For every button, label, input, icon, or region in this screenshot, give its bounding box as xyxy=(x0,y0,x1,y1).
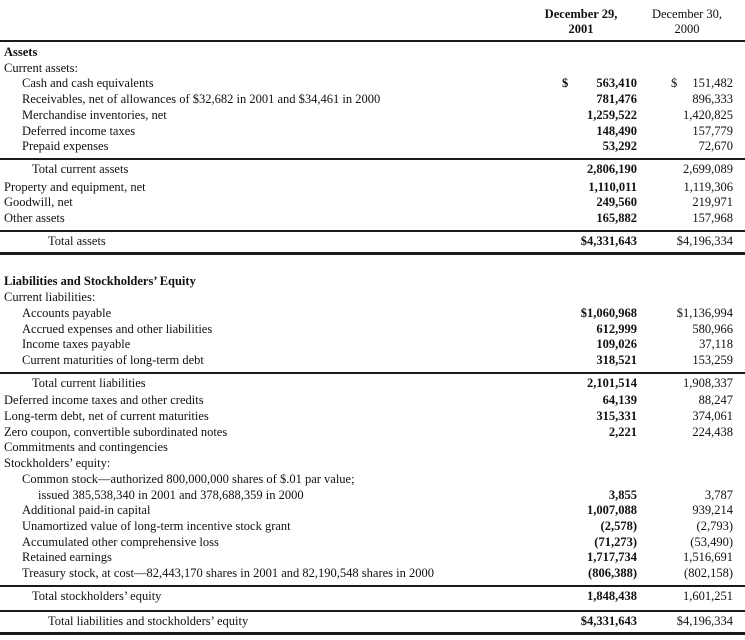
value-2001-number: 1,848,438 xyxy=(587,588,637,603)
value-2000 xyxy=(671,76,733,92)
row-label: Current maturities of long-term debt xyxy=(22,352,204,367)
table-row xyxy=(0,374,745,394)
value-2000 xyxy=(671,589,733,605)
value-2000 xyxy=(671,488,733,504)
table-row xyxy=(0,180,745,196)
table-row xyxy=(0,472,745,488)
value-2000-number: 3,787 xyxy=(704,487,733,502)
value-2001 xyxy=(562,535,637,551)
value-2001 xyxy=(562,503,637,519)
value-2001-number: 3,855 xyxy=(608,487,637,502)
value-2000 xyxy=(671,195,733,211)
row-label: Goodwill, net xyxy=(4,195,73,210)
value-2000 xyxy=(671,306,733,322)
value-2000 xyxy=(671,180,733,196)
value-2001 xyxy=(562,124,637,140)
value-2000-number: $1,136,994 xyxy=(676,305,733,320)
value-2000-number: 1,119,306 xyxy=(683,179,733,194)
row-label: Prepaid expenses xyxy=(22,139,109,154)
value-2000 xyxy=(671,614,733,630)
table-row xyxy=(0,160,745,180)
value-2001 xyxy=(562,322,637,338)
row-label: Property and equipment, net xyxy=(4,179,146,194)
row-label: Receivables, net of allowances of $32,682 in 2001 and $34,461 in 2000 xyxy=(22,92,381,107)
table-row xyxy=(0,61,745,77)
value-2001 xyxy=(562,337,637,353)
table-row xyxy=(0,274,745,290)
table-row xyxy=(0,337,745,353)
value-2000-number: $4,196,334 xyxy=(676,613,733,628)
value-2001 xyxy=(562,162,637,178)
row-label: Total current liabilities xyxy=(32,375,146,390)
column-header-2001-year: 2001 xyxy=(568,22,594,36)
value-2001 xyxy=(562,353,637,369)
dollar-sign: $ xyxy=(671,76,678,91)
value-2000-number: 1,516,691 xyxy=(683,550,733,565)
row-label: Total assets xyxy=(48,233,106,248)
value-2000-number: 72,670 xyxy=(698,139,733,154)
value-2000-number: 219,971 xyxy=(692,195,733,210)
value-2000-number: (53,490) xyxy=(690,534,733,549)
value-2000-number: 374,061 xyxy=(692,409,733,424)
value-2000-number: (2,793) xyxy=(696,518,733,533)
value-2000 xyxy=(671,337,733,353)
value-2001 xyxy=(562,376,637,392)
value-2000-number: 939,214 xyxy=(692,503,733,518)
value-2001-number: 318,521 xyxy=(596,352,637,367)
value-2001-number: 1,007,088 xyxy=(587,503,637,518)
value-2000 xyxy=(671,425,733,441)
row-label: Accrued expenses and other liabilities xyxy=(22,321,213,336)
table-row xyxy=(0,353,745,369)
value-2001 xyxy=(562,108,637,124)
table-row xyxy=(0,409,745,425)
table-row xyxy=(0,92,745,108)
row-label: Deferred income taxes xyxy=(22,123,136,138)
value-2001-number: 612,999 xyxy=(596,321,637,336)
value-2001-number: 1,110,011 xyxy=(588,179,637,194)
value-2001-number: 165,882 xyxy=(596,211,637,226)
value-2001 xyxy=(562,306,637,322)
table-row xyxy=(0,232,745,252)
value-2000 xyxy=(671,322,733,338)
value-2000 xyxy=(671,92,733,108)
value-2001 xyxy=(562,195,637,211)
table-row xyxy=(0,550,745,566)
value-2001-number: 249,560 xyxy=(596,195,637,210)
table-row xyxy=(0,587,745,607)
value-2000-number: 580,966 xyxy=(692,321,733,336)
row-label: Other assets xyxy=(4,211,65,226)
value-2000-number: 2,699,089 xyxy=(683,161,733,176)
row-label: issued 385,538,340 in 2001 and 378,688,359 in 2000 xyxy=(38,487,304,502)
table-row xyxy=(0,290,745,306)
value-2001-number: 315,331 xyxy=(596,409,637,424)
row-label: Deferred income taxes and other credits xyxy=(4,393,204,408)
table-row xyxy=(0,76,745,92)
row-label: Stockholders’ equity: xyxy=(4,456,111,471)
row-label: Current liabilities: xyxy=(4,290,96,305)
value-2000 xyxy=(671,139,733,155)
value-2000-number: 37,118 xyxy=(699,337,733,352)
value-2001 xyxy=(562,614,637,630)
table-row xyxy=(0,612,745,632)
table-row xyxy=(0,519,745,535)
row-label: Assets xyxy=(4,45,38,59)
table-row xyxy=(0,45,745,61)
row-label: Accumulated other comprehensive loss xyxy=(22,534,219,549)
row-label: Commitments and contingencies xyxy=(4,440,168,455)
value-2001-number: 53,292 xyxy=(602,139,637,154)
value-2001-number: 2,101,514 xyxy=(587,375,637,390)
value-2000-number: 151,482 xyxy=(692,76,733,91)
column-header-2001-date: December 29, xyxy=(544,7,618,21)
value-2000 xyxy=(671,409,733,425)
row-label: Long-term debt, net of current maturities xyxy=(4,409,209,424)
section-spacer xyxy=(0,255,745,274)
value-2001 xyxy=(562,425,637,441)
table-row xyxy=(0,211,745,227)
value-2000 xyxy=(671,566,733,582)
row-label: Current assets: xyxy=(4,60,78,75)
horizontal-rule xyxy=(0,632,745,635)
value-2000 xyxy=(671,393,733,409)
value-2000 xyxy=(671,108,733,124)
row-label: Zero coupon, convertible subordinated notes xyxy=(4,424,228,439)
value-2000-number: (802,158) xyxy=(684,566,733,581)
column-headers xyxy=(0,7,745,37)
value-2001-number: 781,476 xyxy=(596,92,637,107)
row-label: Unamortized value of long-term incentive stock grant xyxy=(22,518,291,533)
value-2001-number: 148,490 xyxy=(596,123,637,138)
row-label: Total current assets xyxy=(32,161,129,176)
row-label: Total liabilities and stockholders’ equity xyxy=(48,613,249,628)
row-label: Liabilities and Stockholders’ Equity xyxy=(4,274,196,289)
column-header-2001 xyxy=(525,7,637,37)
table-row xyxy=(0,124,745,140)
table-row xyxy=(0,322,745,338)
column-header-2000-date: December 30, xyxy=(651,7,723,21)
table-row xyxy=(0,195,745,211)
value-2000 xyxy=(671,162,733,178)
row-label: Total stockholders’ equity xyxy=(32,588,162,603)
value-2000 xyxy=(671,519,733,535)
value-2001-number: $4,331,643 xyxy=(580,613,637,628)
value-2001 xyxy=(562,409,637,425)
value-2001 xyxy=(562,211,637,227)
value-2000 xyxy=(671,550,733,566)
value-2001 xyxy=(562,92,637,108)
value-2000 xyxy=(671,211,733,227)
value-2001-number: 109,026 xyxy=(596,337,637,352)
row-label: Merchandise inventories, net xyxy=(22,107,167,122)
value-2001-number: 563,410 xyxy=(596,76,637,91)
value-2000 xyxy=(671,376,733,392)
table-row xyxy=(0,488,745,504)
value-2000-number: 1,908,337 xyxy=(683,375,733,390)
value-2001-number: 2,221 xyxy=(608,424,637,439)
value-2001 xyxy=(562,180,637,196)
value-2001-number: $1,060,968 xyxy=(580,305,637,320)
table-row xyxy=(0,535,745,551)
row-label: Additional paid-in capital xyxy=(22,503,151,518)
value-2001 xyxy=(562,139,637,155)
value-2001-number: (806,388) xyxy=(588,566,637,581)
dollar-sign: $ xyxy=(562,76,569,91)
table-row xyxy=(0,425,745,441)
value-2001-number: 1,717,734 xyxy=(587,550,637,565)
column-header-2000-year: 2000 xyxy=(674,22,700,36)
value-2000-number: 153,259 xyxy=(692,352,733,367)
value-2001 xyxy=(562,589,637,605)
value-2000-number: $4,196,334 xyxy=(676,233,733,248)
table-row xyxy=(0,440,745,456)
value-2001-number: 64,139 xyxy=(602,393,637,408)
value-2000-number: 224,438 xyxy=(692,424,733,439)
value-2001-number: 1,259,522 xyxy=(587,107,637,122)
value-2000 xyxy=(671,535,733,551)
table-row xyxy=(0,108,745,124)
value-2001 xyxy=(562,393,637,409)
table-row xyxy=(0,566,745,582)
value-2001 xyxy=(562,76,637,92)
value-2000 xyxy=(671,503,733,519)
value-2000-number: 896,333 xyxy=(692,92,733,107)
table-row xyxy=(0,503,745,519)
value-2001-number: $4,331,643 xyxy=(580,233,637,248)
value-2000 xyxy=(671,353,733,369)
value-2000-number: 157,968 xyxy=(692,211,733,226)
row-label: Income taxes payable xyxy=(22,337,131,352)
value-2001 xyxy=(562,566,637,582)
column-header-2000 xyxy=(637,7,737,37)
value-2001 xyxy=(562,234,637,250)
value-2000-number: 1,601,251 xyxy=(683,588,733,603)
value-2001 xyxy=(562,519,637,535)
value-2000 xyxy=(671,234,733,250)
row-label: Cash and cash equivalents xyxy=(22,76,154,91)
row-label: Accounts payable xyxy=(22,305,112,320)
row-label: Treasury stock, at cost—82,443,170 shares in 2001 and 82,190,548 shares in 2000 xyxy=(22,566,434,581)
value-2000 xyxy=(671,124,733,140)
value-2001-number: 2,806,190 xyxy=(587,161,637,176)
value-2000-number: 1,420,825 xyxy=(683,107,733,122)
row-label: Common stock—authorized 800,000,000 shares of $.01 par value; xyxy=(22,471,355,486)
table-row xyxy=(0,139,745,155)
value-2001 xyxy=(562,550,637,566)
value-2001 xyxy=(562,488,637,504)
value-2001-number: (2,578) xyxy=(600,518,637,533)
table-row xyxy=(0,393,745,409)
row-label: Retained earnings xyxy=(22,550,112,565)
value-2001-number: (71,273) xyxy=(594,534,637,549)
value-2000-number: 157,779 xyxy=(692,123,733,138)
table-row xyxy=(0,456,745,472)
table-rows xyxy=(0,42,745,635)
value-2000-number: 88,247 xyxy=(698,393,733,408)
table-row xyxy=(0,306,745,322)
